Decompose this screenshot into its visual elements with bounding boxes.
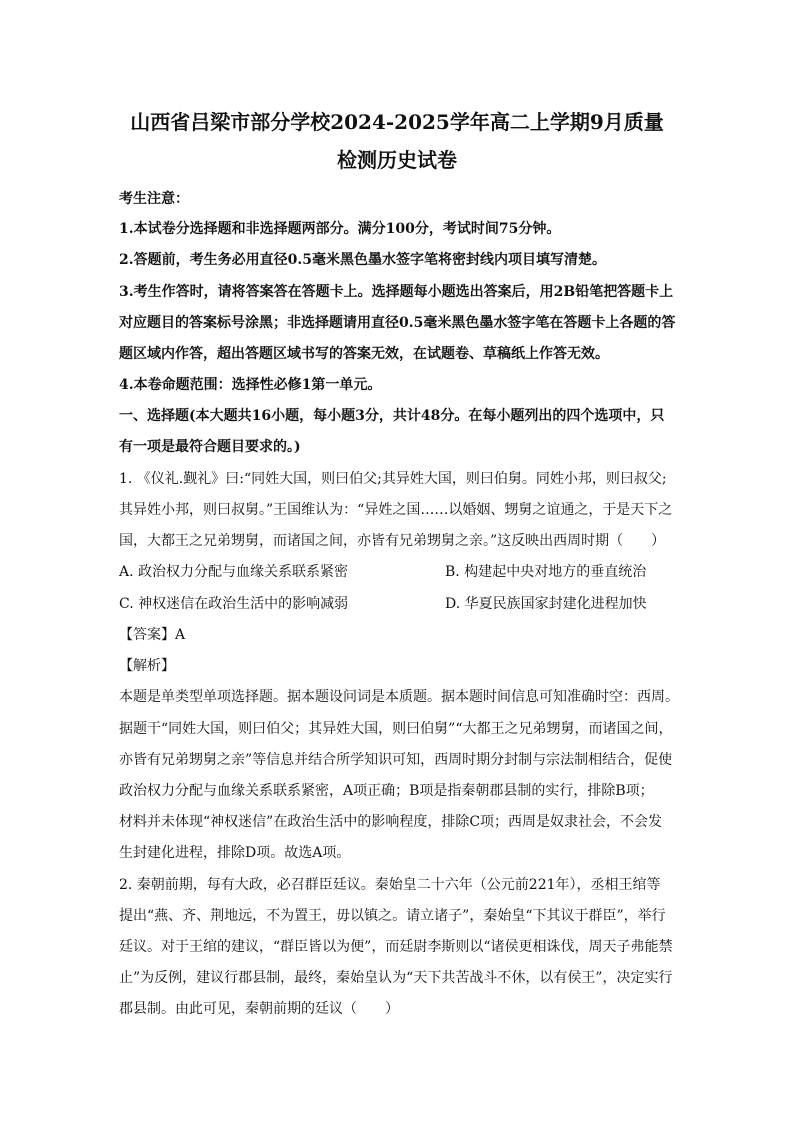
q1-analysis-4: 政治权力分配与血缘关系联系紧密，A项正确；B项是指秦朝郡县制的实行，排除B项； bbox=[119, 783, 654, 799]
notice-heading: 考生注意： bbox=[119, 191, 189, 207]
q1-option-c: C. 神权迷信在政治生活中的影响减弱 bbox=[119, 596, 349, 612]
notice-item-3-cont-1: 对应题目的答案标号涂黑；非选择题请用直径0.5毫米黑色墨水签字笔在答题卡上各题的答 bbox=[119, 315, 676, 331]
q1-analysis-6: 生封建化进程，排除D项。故选A项。 bbox=[119, 845, 351, 861]
q1-option-d: D. 华夏民族国家封建化进程加快 bbox=[445, 596, 647, 612]
q2-stem-4: 止”为反例，建议行郡县制，最终，秦始皇认为“天下共苦战斗不休，以有侯王”，决定实行 bbox=[119, 970, 673, 986]
q1-answer: 【答案】A bbox=[119, 627, 186, 643]
q2-stem-1: 2. 秦朝前期，每有大政，必召群臣廷议。秦始皇二十六年（公元前221年），丞相王绾等 bbox=[119, 877, 661, 893]
section-heading-2: 有一项是最符合题目要求的。) bbox=[119, 439, 301, 455]
q2-stem-5: 郡县制。由此可见，秦朝前期的廷议（ ） bbox=[119, 1001, 399, 1017]
q1-option-a: A. 政治权力分配与血缘关系联系紧密 bbox=[119, 564, 349, 580]
notice-item-3-cont-2: 题区域内作答，超出答题区域书写的答案无效，在试题卷、草稿纸上作答无效。 bbox=[119, 346, 609, 362]
notice-item-4: 4.本卷命题范围：选择性必修1第一单元。 bbox=[119, 377, 382, 393]
q1-analysis-heading: 【解析】 bbox=[119, 658, 175, 674]
q1-stem-2: 其异姓小邦，则曰叔舅。”王国维认为：“异姓之国……以婚姻、甥舅之谊通之，于是天下之 bbox=[119, 502, 673, 518]
notice-item-2: 2.答题前，考生务必用直径0.5毫米黑色墨水签字笔将密封线内项目填写清楚。 bbox=[119, 252, 606, 268]
q1-analysis-2: 据题干“同姓大国，则曰伯父；其异姓大国，则曰伯舅”“大都王之兄弟甥舅，而诸国之间， bbox=[119, 721, 673, 737]
q1-analysis-1: 本题是单类型单项选择题。据本题设问词是本质题。据本题时间信息可知准确时空：西周。 bbox=[119, 689, 679, 705]
q2-stem-2: 提出“燕、齐、荆地远，不为置王，毋以镇之。请立诸子”，秦始皇“下其议于群臣”，举行 bbox=[119, 908, 666, 924]
q1-stem-3: 国，大都王之兄弟甥舅，而诸国之间，亦皆有兄弟甥舅之亲。”这反映出西周时期（ ） bbox=[119, 533, 666, 549]
q1-stem-1: 1. 《仪礼.觐礼》曰:“同姓大国，则曰伯父;其异姓大国，则曰伯舅。同姓小邦，则曰叔父; bbox=[119, 471, 667, 487]
title-line-1: 山西省吕梁市部分学校2024-2025学年高二上学期9月质量 bbox=[130, 110, 664, 134]
notice-item-1: 1.本试卷分选择题和非选择题两部分。满分100分，考试时间75分钟。 bbox=[119, 221, 561, 237]
notice-item-3: 3.考生作答时，请将答案答在答题卡上。选择题每小题选出答案后，用2B铅笔把答题卡上 bbox=[119, 284, 674, 300]
section-heading-1: 一、选择题(本大题共16小题，每小题3分，共计48分。在每小题列出的四个选项中，只 bbox=[119, 408, 665, 424]
q1-analysis-3: 亦皆有兄弟甥舅之亲”等信息并结合所学知识可知，西周时期分封制与宗法制相结合，促使 bbox=[119, 752, 673, 768]
q2-stem-3: 廷议。对于王绾的建议，“群臣皆以为便”，而廷尉李斯则以“诸侯更相诛伐，周天子弗能禁 bbox=[119, 939, 673, 955]
q1-option-b: B. 构建起中央对地方的垂直统治 bbox=[445, 564, 647, 580]
q1-analysis-5: 材料并未体现“神权迷信”在政治生活中的影响程度，排除C项；西周是奴隶社会，不会发 bbox=[119, 814, 663, 830]
title-line-2: 检测历史试卷 bbox=[337, 148, 457, 172]
